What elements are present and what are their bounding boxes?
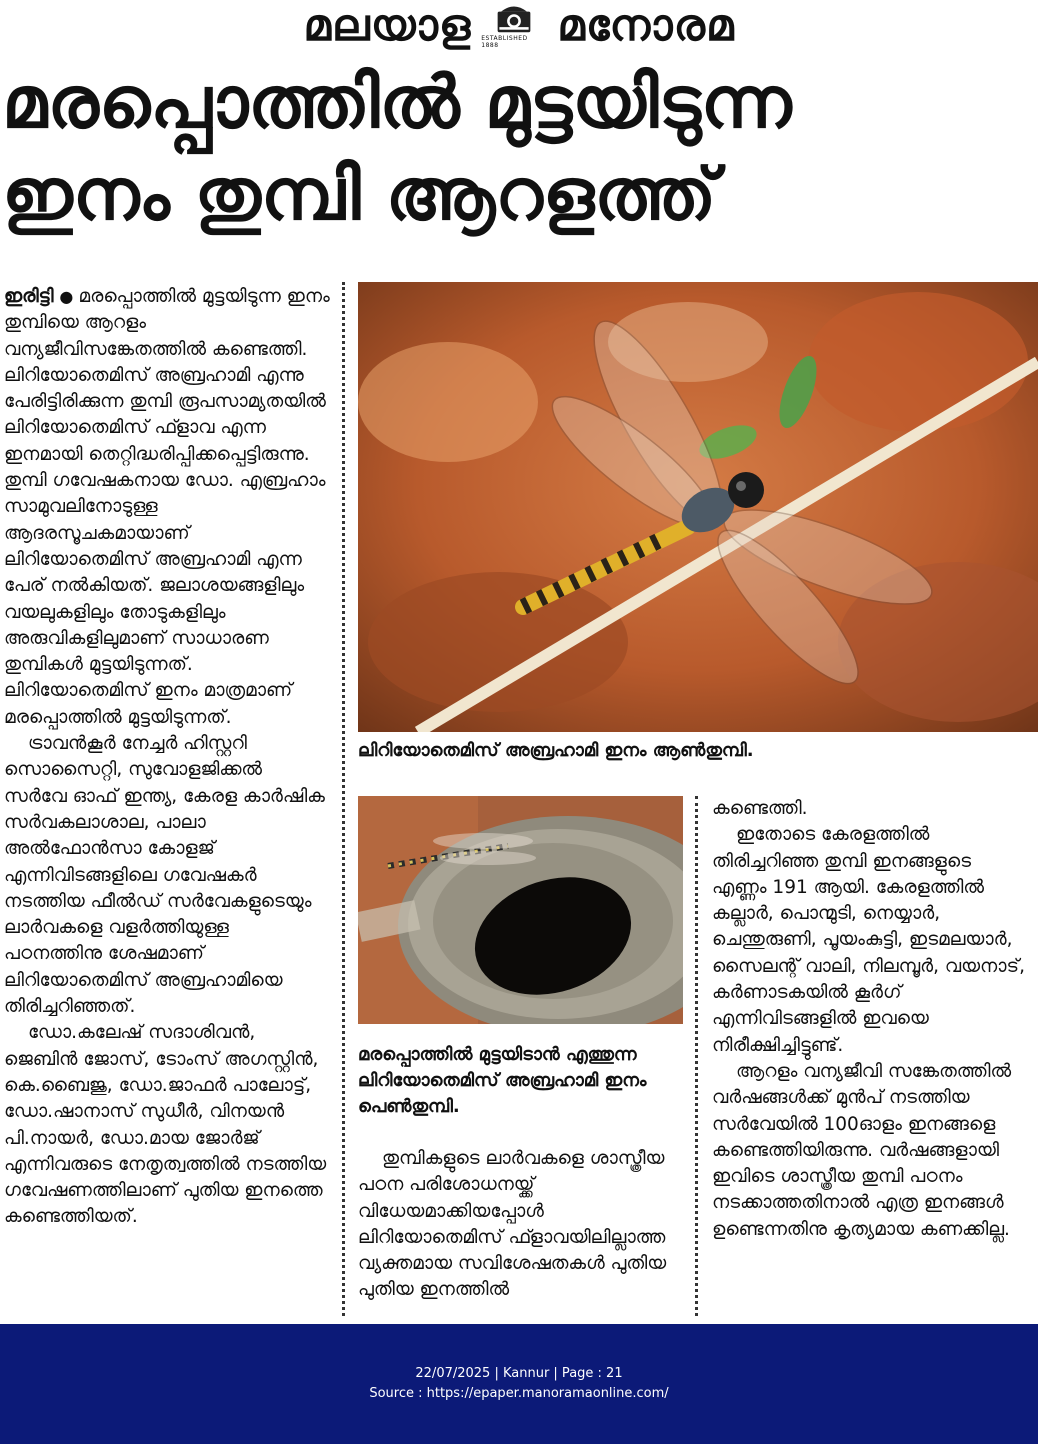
article-paragraph: ഡോ.കലേഷ് സദാശിവൻ, ജെബിൻ ജോസ്, ടോംസ് അഗസ്റ്റിൻ, കെ.ബൈജു, ഡോ.ജാഫർ പാലോട്ട്, ഡോ.ഷാനാസ് സുധീർ, വിനയൻ പി.നായർ, ഡോ.മായ ജോർജ് എന്നിവരുടെ നേതൃത്വത്തിൽ നടത്തിയ ഗവേഷണത്തിലാണ് പുതിയ ഇനത്തെ കണ്ടെത്തിയത്.: [4, 1022, 327, 1228]
footer-source-link[interactable]: Source : https://epaper.manoramaonline.com/: [369, 1386, 669, 1401]
emblem-established-text: ESTABLISHED 1888: [481, 35, 528, 49]
headline: [2, 56, 1002, 240]
column-divider: [695, 796, 698, 1316]
article-paragraph: ഇതോടെ കേരളത്തിൽ തിരിച്ചറിഞ്ഞ തുമ്പി ഇനങ്ങളുടെ എണ്ണം 191 ആയി. കേരളത്തിൽ കല്ലാർ, പൊന്മുടി, നെയ്യാർ, ചെന്തുരുണി, പൂയംകുട്ടി, ഇടമലയാർ, സൈലന്റ് വാലി, നിലമ്പൂർ, വയനാട്, കർണാടകയിൽ കൂർഗ് എന്നിവിടങ്ങളിൽ ഇവയെ നിരീക്ഷിച്ചിട്ടുണ്ട്.: [712, 824, 1025, 1056]
article-paragraph: [4, 284, 330, 731]
main-photo-caption: ലിറിയോതെമിസ് അബ്രഹാമി ഇനം ആൺതുമ്പി.: [358, 740, 754, 761]
headline-line-2: ഇനം തുമ്പി ആറളത്ത്: [2, 152, 717, 236]
small-photo-caption: മരപ്പൊത്തിൽ മുട്ടയിടാൻ എത്തുന്ന ലിറിയോതെമിസ് അബ്രഹാമി ഇനം പെൺതുമ്പി.: [358, 1044, 647, 1117]
article-paragraph: കണ്ടെത്തി.: [712, 798, 808, 819]
footer-date-edition: 22/07/2025 | Kannur | Page : 21: [415, 1366, 623, 1381]
masthead-emblem-icon: [481, 3, 547, 49]
article-paragraph: ട്രാവൻകൂർ നേച്ചർ ഹിസ്റ്ററി സൊസൈറ്റി, സുവോളജിക്കൽ സർവേ ഓഫ് ഇന്ത്യ, കേരള കാർഷിക സർവകലാശാല, പാലാ അൽഫോൻസാ കോളജ് എന്നിവിടങ്ങളിലെ ഗവേഷകർ നടത്തിയ ഫീൽഡ് സർവേകളുടെയും ലാർവകളെ വളർത്തിയുള്ള പഠനത്തിനു ശേഷമാണ് ലിറിയോതെമിസ് അബ്രഹാമിയെ തിരിച്ചറിഞ്ഞത്.: [4, 733, 325, 1018]
masthead-left-word: മലയാള: [303, 0, 472, 51]
column-divider: [342, 282, 345, 1316]
article-paragraph: തുമ്പികളുടെ ലാർവകളെ ശാസ്ത്രീയ പഠന പരിശോധനയ്ക്ക് വിധേയമാക്കിയപ്പോൾ ലിറിയോതെമിസ് ഫ്ളാവയിലില്ലാത്ത വ്യക്തമായ സവിശേഷതകൾ പുതിയ പുതിയ ഇനത്തിൽ: [358, 1148, 667, 1301]
article-column-1: [4, 284, 330, 1231]
article-text: മരപ്പൊത്തിൽ മുട്ടയിടുന്ന ഇനം തുമ്പിയെ ആറളം വന്യജീവിസങ്കേതത്തിൽ കണ്ടെത്തി. ലിറിയോതെമിസ് അബ്രഹാമി എന്നു പേരിട്ടിരിക്കുന്ന തുമ്പി രൂപസാമ്യതയിൽ ലിറിയോതെമിസ് ഫ്ളാവ എന്ന ഇനമായി തെറ്റിദ്ധരിപ്പിക്കപ്പെട്ടിരുന്നു. തുമ്പി ഗവേഷകനായ ഡോ. എബ്രഹാം സാമുവലിനോടുള്ള ആദരസൂചകമായാണ് ലിറിയോതെമിസ് അബ്രഹാമി എന്ന പേര് നൽകിയത്. ജലാശയങ്ങളിലും വയലുകളിലും തോടുകളിലും അരുവികളിലുമാണ് സാധാരണ തുമ്പികൾ മുട്ടയിടുന്നത്. ലിറിയോതെമിസ് ഇനം മാത്രമാണ് മരപ്പൊത്തിൽ മുട്ടയിടുന്നത്.: [4, 286, 330, 728]
dragonfly-female-photo: [358, 796, 683, 1024]
masthead: [0, 0, 1038, 52]
bullet-icon: ●: [59, 287, 79, 306]
dateline: ഇരിട്ടി: [4, 286, 54, 307]
article-column-3: [712, 796, 1030, 1243]
article-paragraph: ആറളം വന്യജീവി സങ്കേതത്തിൽ വർഷങ്ങൾക്ക് മുൻപ് നടത്തിയ സർവേയിൽ 100ഓളം ഇനങ്ങളെ കണ്ടെത്തിയിരുന്നു. വർഷങ്ങളായി ഇവിടെ ശാസ്ത്രീയ തുമ്പി പഠനം നടക്കാത്തതിനാൽ എത്ര ഇനങ്ങൾ ഉണ്ടെന്നതിനു കൃത്യമായ കണക്കില്ല.: [712, 1060, 1012, 1240]
article-column-2: [358, 1146, 680, 1304]
masthead-right-word: മനോരമ: [557, 0, 735, 51]
dragonfly-male-photo: [358, 282, 1038, 732]
footer-bar: [0, 1324, 1038, 1444]
headline-line-1: മരപ്പൊത്തിൽ മുട്ടയിടുന്ന: [2, 60, 792, 144]
